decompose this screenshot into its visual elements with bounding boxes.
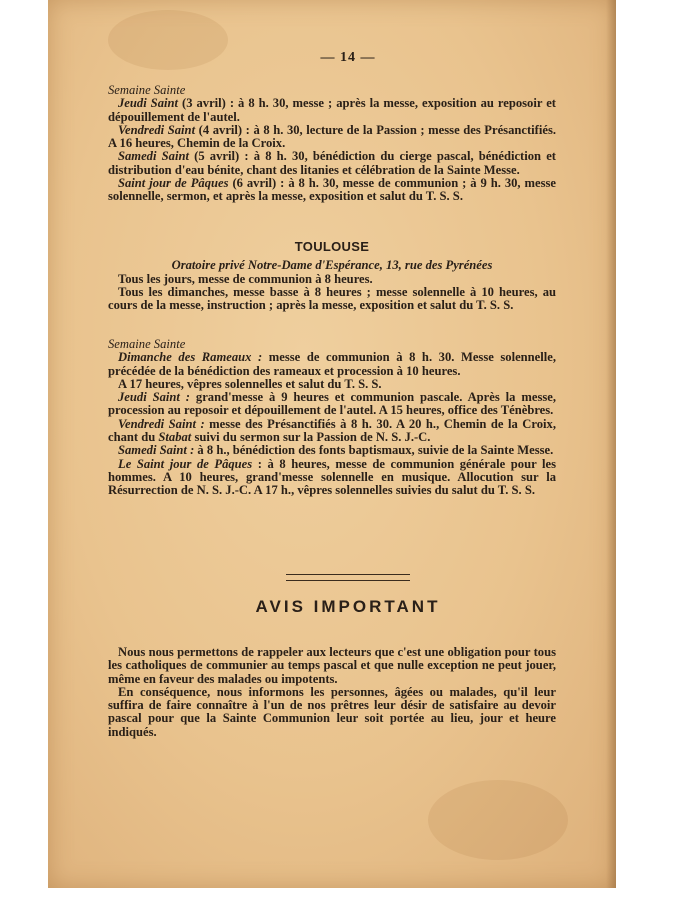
page-number: — 14 —: [320, 50, 376, 65]
paragraph-tous-les-dimanches: Tous les dimanches, messe basse à 8 heures ; messe solennelle à 10 heures, au cours de la messe, instruction ; après la messe, exposition et salut du T. S. S.: [108, 284, 556, 313]
paragraph-lead: Vendredi Saint :: [118, 416, 205, 431]
paragraph-vendredi-saint: [108, 124, 556, 151]
paragraph-paques: [108, 458, 556, 498]
paragraph-text: (5 avril) : à 8 h. 30, bénédiction du cierge pascal, bénédiction et distribution d'eau bénite, chant des litanies et célébration de la Sainte Messe.: [108, 149, 556, 177]
avis-important-heading: AVIS IMPORTANT: [255, 597, 441, 616]
paragraph-lead: Saint jour de Pâques: [118, 176, 229, 191]
paragraph-text: messe de communion à 8 h. 30. Messe solennelle, précédée de la bénédiction des rameaux et procession à 10 heures.: [108, 350, 557, 378]
page-edge-shadow: [606, 0, 616, 888]
section-semaine-sainte-2: [108, 338, 556, 498]
divider-rule: [286, 574, 410, 581]
paragraph-tous-les-jours: Tous les jours, messe de communion à 8 heures.: [118, 271, 373, 286]
paragraph-text: messe des Présanctifiés à 8 h. 30. A 20 h., Chemin de la Croix, chant du: [108, 416, 556, 445]
stabat-word: Stabat: [158, 430, 192, 445]
paragraph-samedi-saint: [108, 150, 556, 177]
paragraph-text: grand'messe à 9 heures et communion pascale. Après la messe, procession au reposoir et dépouillement de l'autel. A 15 heures, office des Ténèbres.: [108, 390, 556, 418]
paragraph-lead: Dimanche des Rameaux :: [118, 350, 263, 365]
paragraph-text: suivi du sermon sur la Passion de N. S. J.-C.: [191, 430, 431, 445]
oratoire-heading: Oratoire privé Notre-Dame d'Espérance, 13, rue des Pyrénées: [171, 258, 493, 273]
section-avis: [108, 646, 556, 739]
paragraph-lead: Samedi Saint :: [118, 443, 195, 458]
section-heading: Semaine Sainte: [108, 83, 186, 97]
section-heading-toulouse: TOULOUSE: [294, 239, 370, 254]
paragraph-vendredi-saint: [108, 418, 556, 445]
paper-stain: [428, 780, 568, 860]
paragraph-text: : à 8 heures, messe de communion générale pour les hommes. A 10 heures, grand'messe solennelle en musique. Allocution sur la Résurrection de N. S. J.-C. A 17 h., vêpres solennelles suivies du salut du T. S. S.: [108, 456, 556, 498]
paragraph-lead: Vendredi Saint: [118, 122, 196, 137]
section-semaine-sainte-1: [108, 84, 556, 204]
paragraph-rameaux: [108, 351, 556, 378]
paragraph-text: (3 avril) : à 8 h. 30, messe ; après la messe, exposition au reposoir et dépouillement de l'autel.: [108, 96, 556, 124]
paragraph-lead: Samedi Saint: [118, 149, 189, 164]
section-heading: Semaine Sainte: [108, 337, 186, 351]
paragraph-lead: Jeudi Saint :: [118, 390, 191, 405]
paragraph-vepres: A 17 heures, vêpres solennelles et salut du T. S. S.: [118, 376, 382, 391]
paragraph-lead: Jeudi Saint: [118, 96, 178, 111]
section-toulouse: [108, 240, 556, 312]
paragraph-paques: [108, 177, 556, 204]
paragraph-jeudi-saint: [108, 391, 556, 418]
paragraph-text: à 8 h., bénédiction des fonts baptismaux, suivie de la Sainte Messe.: [194, 443, 554, 458]
paragraph-jeudi-saint: [108, 97, 556, 124]
paragraph-text: (6 avril) : à 8 h. 30, messe de communion ; à 9 h. 30, messe solennelle, sermon, et après la messe, exposition et salut du T. S. S.: [108, 176, 556, 204]
paragraph-avis-2: En conséquence, nous informons les personnes, âgées ou malades, qu'il leur suffira de faire connaître à l'un de nos prêtres leur désir de satisfaire au devoir pascal pour que la Sainte Communion leur soit portée au lieu, jour et heure indiqués.: [108, 684, 556, 739]
paragraph-avis-1: Nous nous permettons de rappeler aux lecteurs que c'est une obligation pour tous les catholiques de communier au temps pascal et que nulle exception ne peut jouer, même en faveur des malades ou impotents.: [108, 645, 556, 686]
paragraph-samedi-saint: [108, 444, 556, 457]
paragraph-lead: Le Saint jour de Pâques: [118, 456, 253, 471]
paragraph-text: (4 avril) : à 8 h. 30, lecture de la Passion ; messe des Présanctifiés. A 16 heures, Chemin de la Croix.: [108, 122, 557, 151]
